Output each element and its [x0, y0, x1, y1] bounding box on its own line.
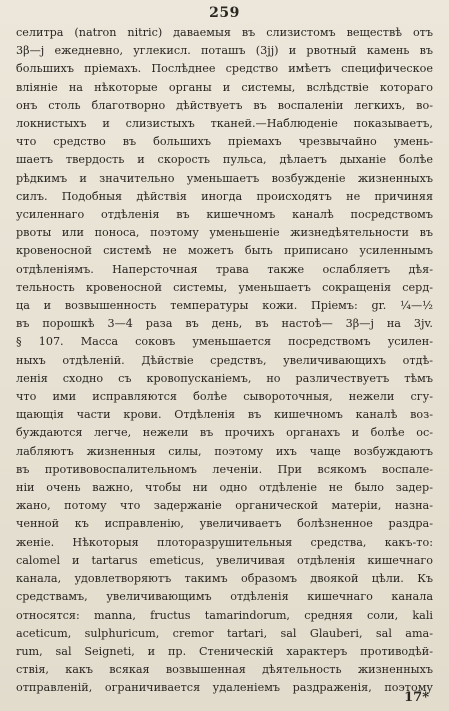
text-line: буждаются легче, нежели въ прочихъ органахъ и болѣе ос- [16, 426, 433, 440]
text-line: отдѣленіямъ. Наперсточная трава также ослабляетъ дѣя- [16, 262, 433, 276]
text-line: усиленнаго отдѣленія въ кишечномъ каналѣ посредствомъ [16, 208, 433, 222]
text-line: aceticum, sulphuricum, cremor tartari, sal Glauberi, sal ama- [16, 626, 433, 640]
text-line: жано, потому что задержаніе органической матеріи, назна- [16, 499, 433, 513]
text-line: вліяніе на нѣкоторые органы и системы, вслѣдствіе котораго [16, 80, 433, 94]
body-text [16, 24, 433, 698]
text-line: ныхъ отдѣленій. Дѣйствіе средствъ, увеличивающихъ отдѣ- [16, 353, 433, 367]
text-line: лабляютъ жизненныя силы, поэтому ихъ чаще возбуждаютъ [16, 444, 433, 458]
text-line: 3β—j ежедневно, углекисл. поташъ (3jj) и рвотный камень въ [16, 44, 433, 58]
text-line: рѣдкимъ и значительно уменьшаетъ возбужденіе жизненныхъ [16, 171, 433, 185]
text-line: ствія, какъ всякая возвышенная дѣятельность жизненныхъ [16, 663, 433, 677]
text-line: локнистыхъ и слизистыхъ тканей.—Наблюденіе показываетъ, [16, 117, 433, 131]
text-line: шаетъ твердость и скорость пульса, дѣлаетъ дыханіе болѣе [16, 153, 433, 167]
text-line: щающія части крови. Отдѣленія въ кишечномъ каналѣ воз- [16, 408, 433, 422]
text-line: что средство въ большихъ пріемахъ чрезвычайно умень- [16, 135, 433, 149]
text-line: тельность кровеносной системы, уменьшаетъ сокращенія серд- [16, 280, 433, 294]
text-line: въ противовоспалительномъ леченіи. При всякомъ воспале- [16, 462, 433, 476]
text-line: ніи очень важно, чтобы ни одно отдѣленіе не было задер- [16, 481, 433, 495]
text-line: рвоты или поноса, поэтому уменьшеніе жизнедѣятельности въ [16, 226, 433, 240]
text-line: силъ. Подобныя дѣйствія иногда происходятъ не причиняя [16, 189, 433, 203]
text-line: ца и возвышенность температуры кожи. Пріемъ: gr. ¼—½ [16, 299, 433, 313]
text-line: въ порошкѣ 3—4 раза въ день, въ настоѣ— 3β—j на 3jv. [16, 317, 433, 331]
section-107-heading-line: § 107. Масса соковъ уменьшается посредствомъ усилен- [16, 335, 433, 349]
text-line: средствамъ, увеличивающимъ отдѣленія кишечнаго канала [16, 590, 433, 604]
signature-mark: 17* [404, 690, 429, 705]
text-line: женіе. Нѣкоторыя плоторазрушительныя средства, какъ-то: [16, 535, 433, 549]
text-line: онъ столь благотворно дѣйствуетъ въ воспаленіи легкихъ, во- [16, 98, 433, 112]
page-number: 259 [209, 5, 240, 21]
text-line: относятся: manna, fructus tamarindorum, средняя соли, kali [16, 608, 433, 622]
text-line: ченной къ исправленію, увеличиваетъ болѣзненное раздра- [16, 517, 433, 531]
text-line: большихъ пріемахъ. Послѣднее средство имѣетъ специфическое [16, 62, 433, 76]
text-line: отправленій, ограничивается удаленіемъ раздраженія, поэтому [16, 681, 433, 695]
text-line: что ими исправляются болѣе сывороточныя, нежели сгу- [16, 390, 433, 404]
text-line: кровеносной системѣ не можетъ быть приписано усиленнымъ [16, 244, 433, 258]
text-line: селитра (natron nitric) даваемыя въ слизистомъ веществѣ отъ [16, 26, 433, 39]
text-line: rum, sal Seigneti, и пр. Стеническій характеръ противодѣй- [16, 644, 433, 658]
text-line: calomel и tartarus emeticus, увеличивая отдѣленія кишечнаго [16, 553, 433, 567]
text-line: канала, удовлетворяютъ такимъ образомъ двоякой цѣли. Къ [16, 572, 433, 586]
text-line: ленія сходно съ кровопусканіемъ, но различествуетъ тѣмъ [16, 371, 433, 385]
